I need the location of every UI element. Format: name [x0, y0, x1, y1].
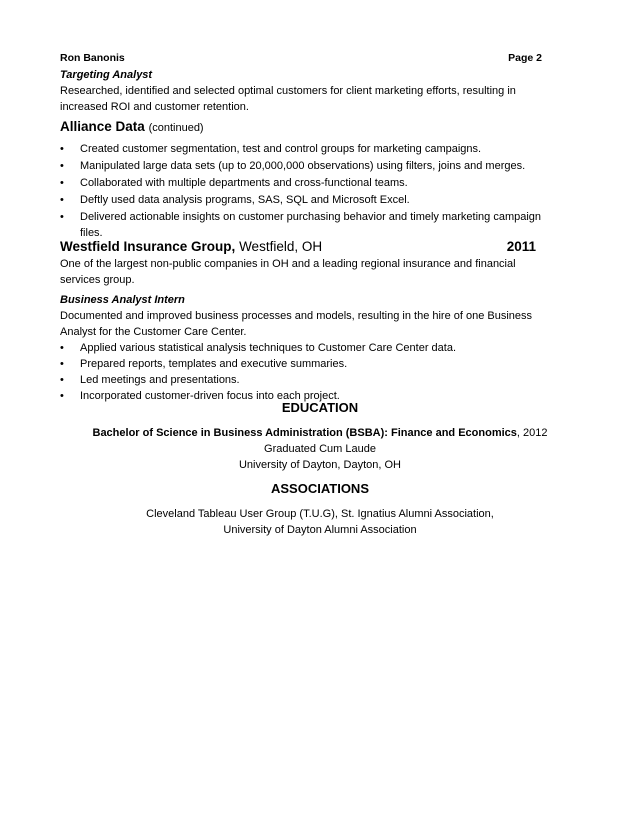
page-header — [60, 52, 542, 68]
bullet-icon: • — [60, 177, 64, 189]
list-item: • Applied various statistical analysis techniques to Customer Care Center data. — [60, 342, 457, 354]
education-section — [60, 400, 580, 473]
list-item: • Created customer segmentation, test and control groups for marketing campaigns. — [60, 143, 482, 155]
education-school: University of Dayton, Dayton, OH — [238, 459, 401, 471]
targeting-section — [60, 67, 542, 115]
associations-section — [60, 481, 580, 538]
header-name: Ron Banonis — [60, 52, 125, 64]
education-year: , 2012 — [516, 427, 548, 439]
education-heading: EDUCATION — [281, 400, 359, 415]
bullet-icon: • — [60, 160, 64, 172]
westfield-section — [60, 238, 542, 404]
westfield-company-line — [60, 238, 542, 256]
alliance-company-line — [60, 118, 542, 137]
alliance-bullets — [60, 141, 542, 241]
bullet-icon: • — [60, 390, 64, 402]
westfield-desc-line2: services group. — [60, 274, 135, 286]
associations-line2: University of Dayton Alumni Association — [223, 524, 417, 536]
education-degree: Bachelor of Science in Business Administration (BSBA): Finance and Economics — [92, 427, 517, 439]
westfield-bullets — [60, 340, 542, 404]
bullet-icon: • — [60, 358, 64, 370]
bullet-icon: • — [60, 374, 64, 386]
westfield-location: Westfield, OH — [239, 239, 323, 254]
alliance-section — [60, 118, 542, 242]
list-item: • Deftly used data analysis programs, SAS, SQL and Microsoft Excel. — [60, 194, 410, 206]
targeting-desc-line2: increased ROI and customer retention. — [60, 101, 249, 113]
targeting-role: Targeting Analyst — [60, 69, 153, 81]
list-item: • Incorporated customer-driven focus into each project. — [60, 390, 340, 402]
bullet-icon: • — [60, 143, 64, 155]
list-item: • Prepared reports, templates and executive summaries. — [60, 358, 348, 370]
bullet-icon: • — [60, 211, 64, 223]
westfield-role-line1: Documented and improved business processes and models, resulting in the hire of one Business — [60, 310, 533, 322]
westfield-company: Westfield Insurance Group, — [60, 239, 236, 254]
bullet-icon: • — [60, 194, 64, 206]
associations-heading: ASSOCIATIONS — [271, 481, 369, 496]
targeting-desc-line1: Researched, identified and selected optimal customers for client marketing efforts, resulting in — [60, 85, 516, 97]
list-item: • Manipulated large data sets (up to 20,000,000 observations) using filters, joins and merges. — [60, 160, 526, 172]
list-item: • Led meetings and presentations. — [60, 374, 240, 386]
list-item: • Collaborated with multiple departments and cross-functional teams. — [60, 177, 408, 189]
header-page-number: Page 2 — [508, 52, 542, 64]
westfield-role-line2: Analyst for the Customer Care Center. — [60, 326, 247, 338]
westfield-role: Business Analyst Intern — [60, 294, 185, 306]
westfield-desc-line1: One of the largest non-public companies in OH and a leading regional insurance and financial — [60, 258, 516, 270]
list-item: • Delivered actionable insights on customer purchasing behavior and timely marketing campaign files. — [60, 211, 542, 239]
alliance-continued: (continued) — [148, 122, 204, 134]
westfield-year: 2011 — [506, 239, 536, 254]
education-honors: Graduated Cum Laude — [264, 443, 376, 455]
bullet-icon: • — [60, 342, 64, 354]
alliance-company: Alliance Data — [60, 119, 145, 134]
associations-line1: Cleveland Tableau User Group (T.U.G), St. Ignatius Alumni Association, — [146, 508, 494, 520]
education-degree-line — [60, 425, 580, 441]
